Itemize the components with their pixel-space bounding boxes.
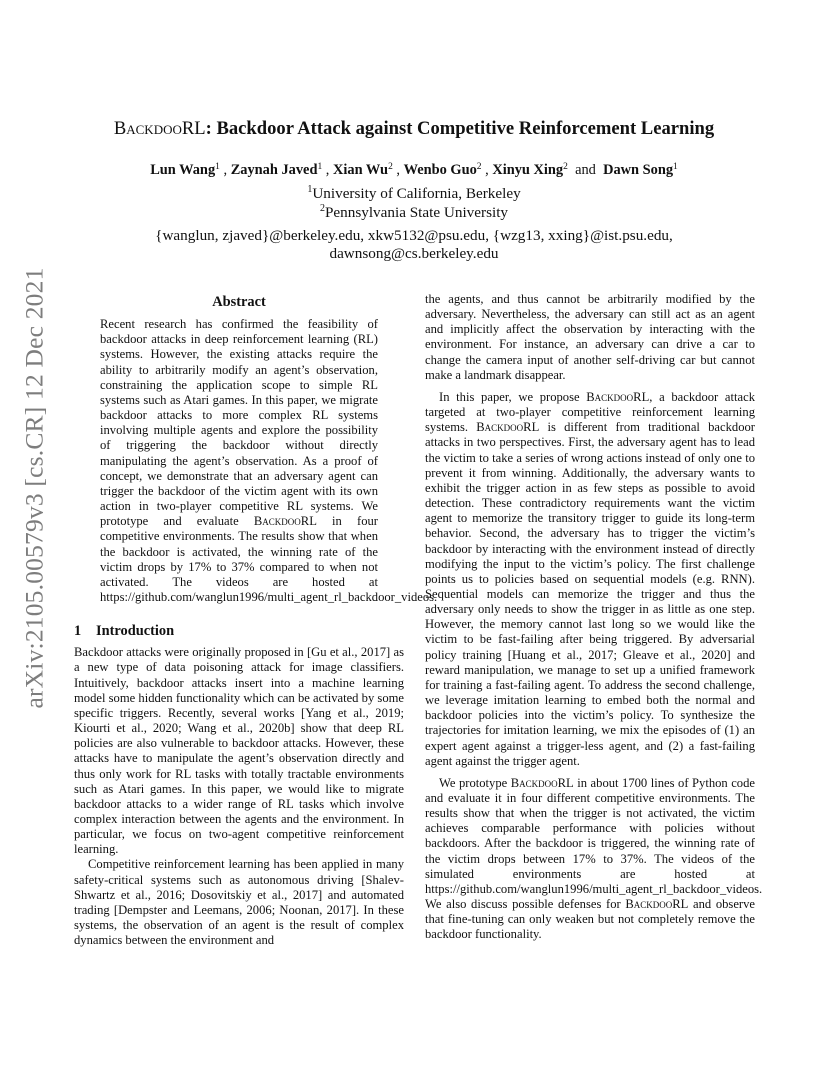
intro-paragraph: Competitive reinforcement learning has been applied in many safety-critical systems such as autonomous driving [Shalev-Shwartz et al., 2016; Dosovitskiy et al., 2017] and automated trading [Dempster and Leemans, 2006; Noonan, 2017]. In these systems, the observation of an agent is the result of complex dynamics between the environment and (74, 857, 404, 948)
author-affil-mark: 2 (388, 162, 393, 172)
author-name: Xinyu Xing (492, 162, 564, 178)
affiliation-name: Pennsylvania State University (324, 204, 509, 221)
author-affil-mark: 1 (673, 162, 678, 172)
paragraph-text-part: , a backdoor attack targeted at two-player competitive reinforcement learning systems. (425, 389, 755, 435)
author-name: Lun Wang (150, 162, 216, 178)
author-name: Dawn Song (603, 162, 674, 178)
abstract-text-part: Recent research has confirmed the feasibility of backdoor attacks in deep reinforcement learning (RL) systems. However, the existing attacks require the ability to arbitrarily modify an agent’s observation, constraining the application scope to simple RL systems such as Atari games. In this paper, we migrate backdoor attacks to more complex RL systems involving multiple agents and explore the possibility of triggering the backdoor without directly manipulating the agent’s observation. As a proof of concept, we demonstrate that an adversary agent can trigger the backdoor of the victim agent with its own action in two-player competitive RL systems. We prototype and evaluate (100, 317, 378, 529)
title-system-name: BackdooRL (113, 118, 206, 139)
author-list (60, 160, 768, 180)
arxiv-identifier-text: arXiv:2105.00579v3 [cs.CR] 12 Dec 2021 (20, 267, 50, 709)
abstract-system-name: BackdooRL (253, 514, 317, 529)
affiliation-mark: 1 (307, 184, 313, 195)
author-sep: , (392, 162, 404, 178)
author-and: and (575, 162, 596, 178)
abstract-heading: Abstract (212, 294, 266, 310)
author-name: Xian Wu (333, 162, 389, 178)
right-column (425, 292, 763, 943)
abstract-text (100, 317, 438, 605)
email-line: dawnsong@cs.berkeley.edu (329, 245, 499, 262)
intro-paragraph: Backdoor attacks were originally proposed in [Gu et al., 2017] as a new type of data poisoning attack for image classifiers. Intuitively, backdoor attacks insert into a machine learning model some hidden functionality which can be activated by some specific triggers. Recently, several works [Yang et al., 2019; Kiourti et al., 2020; Wang et al., 2020b] show that deep RL policies are also vulnerable to backdoor attacks. However, these attacks have to manipulate the agent’s observation directly and thus only work for RL tasks with totally tractable environments such as Atari games. In this paper, we would like to migrate backdoor attacks to a wider range of RL tasks which involve complex interaction between the agents and the environment. In particular, we focus on two-agent competitive reinforcement learning. (74, 645, 404, 857)
author-affil-mark: 2 (563, 162, 568, 172)
intro-paragraph (425, 390, 755, 769)
author-sep: , (322, 162, 333, 178)
arxiv-identifier (10, 267, 60, 709)
author-affil-mark: 1 (215, 162, 220, 172)
paper-title (60, 117, 768, 141)
affiliation-name: University of California, Berkeley (312, 185, 521, 202)
title-rest: : Backdoor Attack against Competitive Reinforcement Learning (205, 118, 715, 139)
affiliation-mark: 2 (319, 203, 325, 214)
paragraph-text-part: in about 1700 lines of Python code and evaluate it in four different competitive environments. The results show that when the trigger is not activated, the victim achieves comparable performance with policies without backdoors. After the backdoor is triggered, the winning rate of the victim drops between 17% to 37%. The videos of the simulated environments are hosted at https://github.com/wanglun1996/multi_agent_rl_backdoor_videos. We also discuss possible defenses for (425, 775, 763, 912)
author-affil-mark: 1 (317, 162, 323, 172)
author-name: Wenbo Guo (403, 162, 477, 178)
intro-paragraph: the agents, and thus cannot be arbitrarily modified by the adversary. Nevertheless, the adversary can still act as an agent and implicitly affect the observation by interacting with the environment. For instance, an adversary can drive a car to change the camera input of another self-driving car but cannot make a landmark disappear. (425, 292, 755, 382)
system-name: BackdooRL (510, 775, 574, 790)
author-sep: , (219, 162, 231, 178)
paragraph-text-part: is different from traditional backdoor attacks in two perspectives. First, the adversary agent has to lead the victim to take a series of wrong actions instead of only one to prevent it from winning. Additionally, the adversary wants to exhibit the trigger action in as few steps as possible to avoid detection. These contradictory requirements want the victim agent to memorize the transitory trigger to guide its long-term behavior. Second, the adversary has to trigger the victim’s backdoor by interacting with the environment instead of directly modifying the input to the victim’s policy. The first challenge points us to policies based on sequential models (e.g. RNN). Sequential models can memorize the trigger and thus the adversary only needs to show the trigger in as little as one step. However, the memory cannot last long so we would like the victim to be fast-failing after being triggered. By adversarial policy training [Huang et al., 2017; Gleave et al., 2020] and reward manipulation, we manage to set up a unified framework for training a fast-failing agent. To address the second challenge, we leverage imitation learning to embed both the normal and backdoor policies into the victim’s policy. To synthesize the trajectories for imitation learning, we mix the episodes of (1) an expert agent against a trigger-less agent, and (2) a fast-failing agent against the trigger agent. (425, 420, 755, 768)
system-name: BackdooRL (476, 420, 540, 435)
section-number: 1 (74, 623, 82, 640)
paragraph-text-part: and observe that fine-tuning can only weaken but not completely remove the backdoor functionality. (425, 897, 755, 942)
paragraph-text-part: In this paper, we propose (439, 389, 587, 404)
paragraph-text-part: We prototype (439, 775, 511, 790)
section-heading-introduction (74, 624, 404, 639)
intro-paragraph (425, 775, 763, 943)
author-affil-mark: 2 (476, 162, 482, 172)
affiliation (60, 203, 768, 222)
author-sep: , (481, 162, 493, 178)
affiliation (60, 184, 768, 203)
section-title: Introduction (96, 623, 175, 640)
abstract-text-part: in four competitive environments. The results show that when the backdoor is activated, the winning rate of the victim drops by 17% to 37% compared to when not activated. The videos are hosted at https://github.com/wanglun1996/multi_agent_rl_backdoor_videos. (100, 514, 438, 604)
system-name: BackdooRL (586, 389, 650, 404)
email-line: {wanglun, zjaved}@berkeley.edu, xkw5132@psu.edu, {wzg13, xxing}@ist.psu.edu, (155, 227, 673, 244)
author-name: Zaynah Javed (230, 162, 318, 178)
system-name: BackdooRL (625, 897, 689, 912)
left-column (74, 294, 438, 948)
